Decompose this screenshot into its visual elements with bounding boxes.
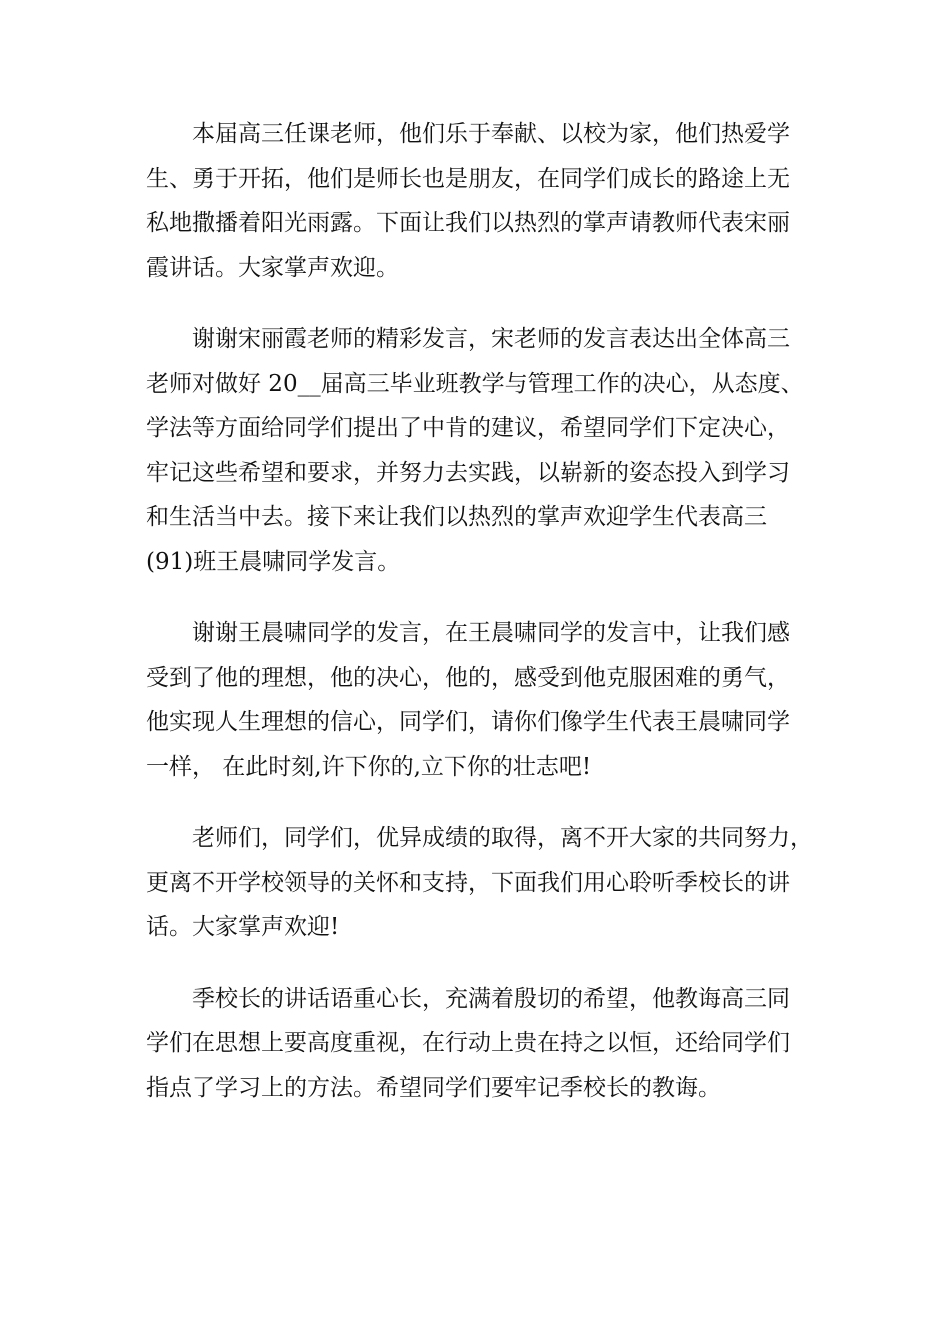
paragraph-3 (146, 611, 810, 789)
paragraph-line: 更离不开学校领导的关怀和支持，下面我们用心聆听季校长的讲 (146, 869, 790, 896)
paragraph-line: 和生活当中去。接下来让我们以热烈的掌声欢迎学生代表高三 (146, 504, 767, 530)
paragraph-line: 谢谢王晨啸同学的发言，在王晨啸同学的发言中，让我们感 (192, 620, 790, 646)
paragraph-line: 私地撒播着阳光雨露。下面让我们以热烈的掌声请教师代表宋丽 (146, 210, 790, 236)
paragraph-line: 指点了学习上的方法。希望同学们要牢记季校长的教诲。 (146, 1074, 721, 1101)
paragraph-line: 受到了他的理想，他的决心，他的，感受到他克服困难的勇气， (146, 664, 790, 691)
paragraph-line: 他实现人生理想的信心，同学们，请你们像学生代表王晨啸同学 (146, 709, 790, 735)
paragraph-line: 老师们，同学们，优异成绩的取得，离不开大家的共同努力， (192, 825, 813, 851)
paragraph-line: 季校长的讲话语重心长，充满着殷切的希望，他教诲高三同 (192, 985, 790, 1012)
paragraph-line: 老师对做好 20__届高三毕业班教学与管理工作的决心，从态度、 (146, 370, 804, 397)
paragraph-line: 本届高三任课老师，他们乐于奉献、以校为家，他们热爱学 (192, 121, 790, 147)
paragraph-line: 霞讲话。大家掌声欢迎。 (146, 254, 399, 281)
paragraph-line: 学们在思想上要高度重视，在行动上贵在持之以恒，还给同学们 (146, 1030, 790, 1056)
paragraph-line: 话。大家掌声欢迎! (146, 914, 340, 940)
paragraph-1 (146, 112, 810, 290)
paragraph-line: 生、勇于开拓，他们是师长也是朋友，在同学们成长的路途上无 (146, 165, 790, 192)
paragraph-line: 一样， 在此时刻,许下你的,立下你的壮志吧! (146, 753, 592, 780)
paragraph-line: (91)班王晨啸同学发言。 (146, 548, 401, 575)
paragraph-2 (146, 317, 810, 584)
paragraph-line: 学法等方面给同学们提出了中肯的建议，希望同学们下定决心， (146, 415, 790, 441)
paragraph-5 (146, 977, 810, 1111)
paragraph-line: 牢记这些希望和要求，并努力去实践，以崭新的姿态投入到学习 (146, 459, 790, 486)
document-body (146, 112, 813, 1137)
paragraph-line: 谢谢宋丽霞老师的精彩发言，宋老师的发言表达出全体高三 (192, 326, 790, 352)
paragraph-4 (146, 816, 813, 950)
